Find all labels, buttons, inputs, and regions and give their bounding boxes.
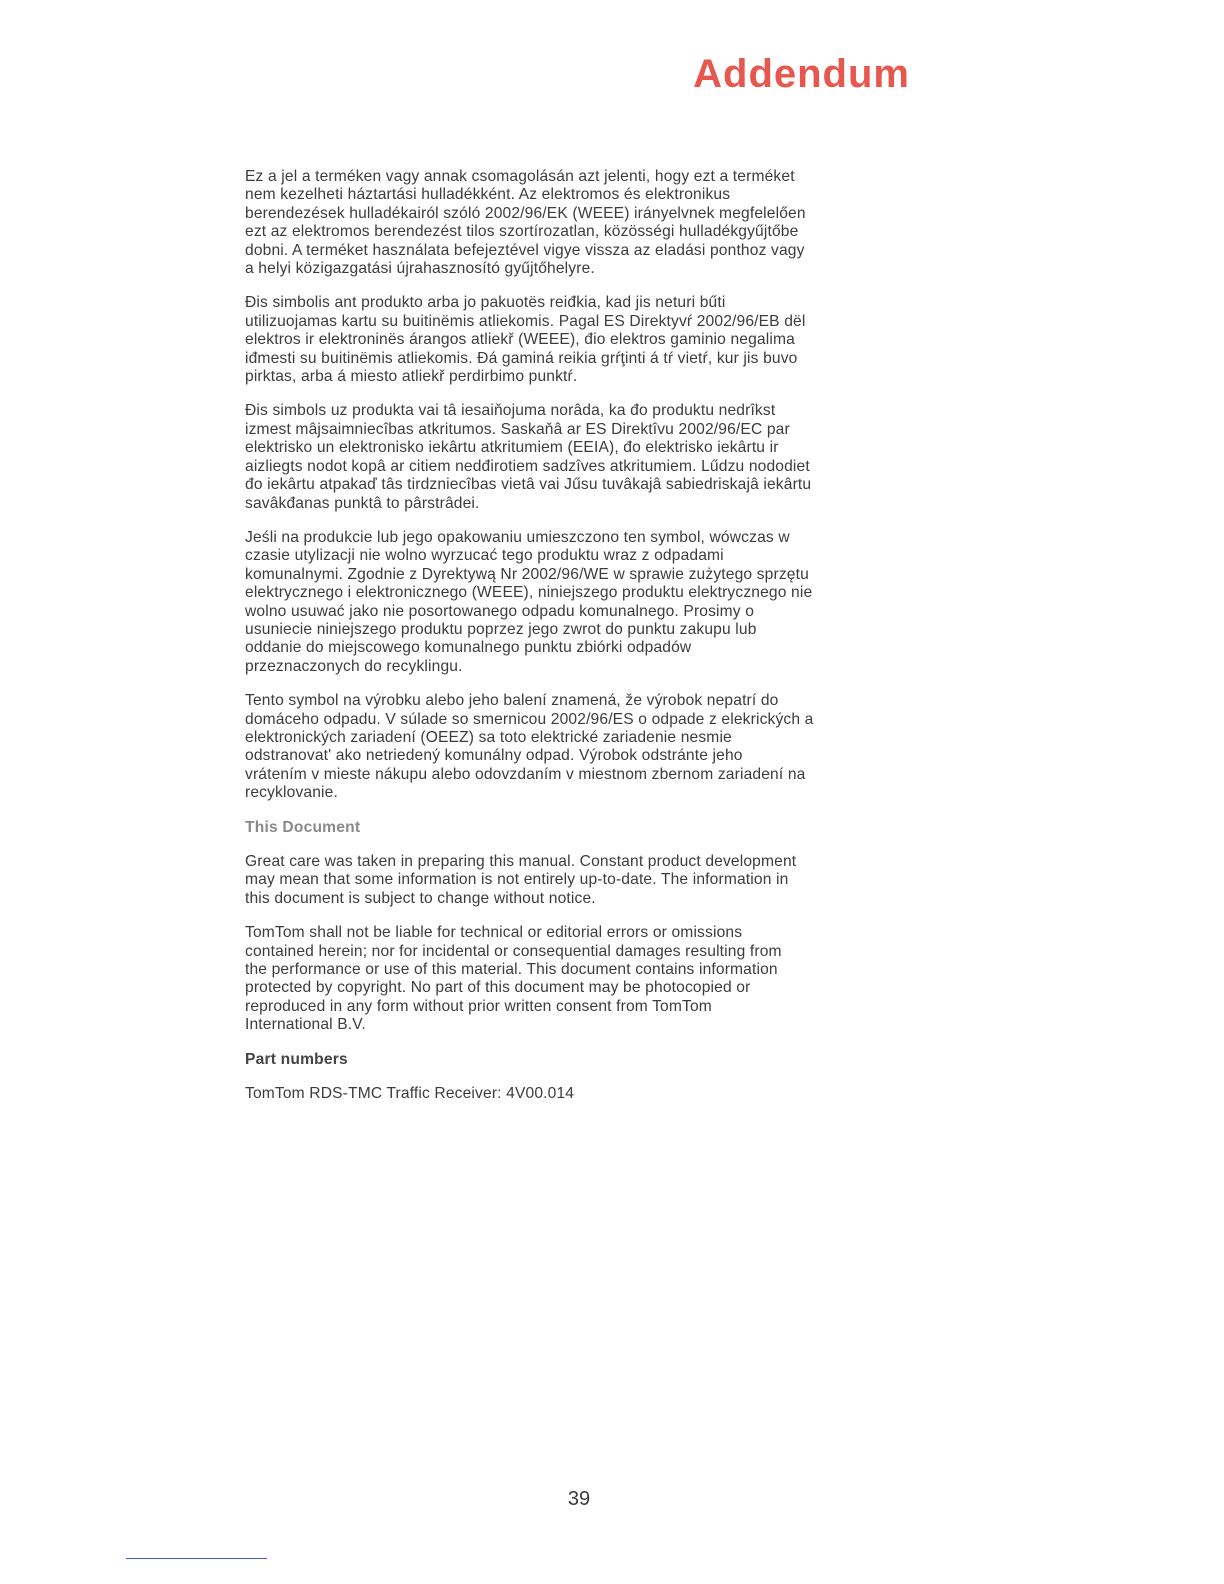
manual-accuracy-paragraph: Great care was taken in preparing this manual. Constant product development may mean that some information is not entirely up-to-date. The information in this document is subject to change without notice. [245,853,797,907]
weee-notice-latvian: Đis simbols uz produkta vai tâ iesaiňojuma norâda, ka đo produktu nedrîkst izmest mâjsaimniecîbas atkritumos. Saskaňâ ar ES Direktîvu 2002/96/EC par elektrisko un elektronisko iekârtu atkritumiem (EEIA), đo elektrisko iekârtu ir aizliegts nodot kopâ ar citiem nedđirotiem sadzîves atkritumiem. Lűdzu nododiet đo iekârtu atpakaď tâs tirdzniecîbas vietâ vai Jűsu tuvâkajâ sabiedriskajâ iekârtu savâkđanas punktâ to pârstrâdei. [245,402,812,512]
weee-notice-hungarian: Ez a jel a terméken vagy annak csomagolásán azt jelenti, hogy ezt a terméket nem kezelheti háztartási hulladékként. Az elektromos és elektronikus berendezések hulladékairól szóló 2002/96/EK (WEEE) irányelvnek megfelelően ezt az elektromos berendezést tilos szortírozatlan, közösségi hulladékgyűjtőbe dobni. A terméket használata befejeztével vigye vissza az eladási ponthoz vagy a helyi közigazgatási újrahasznosító gyűjtőhelyre. [245,168,806,278]
section-heading-this-document: This Document [245,818,361,836]
weee-notice-lithuanian: Đis simbolis ant produkto arba jo pakuotës reiđkia, kad jis neturi bűti utilizuojamas kartu su buitinëmis atliekomis. Pagal ES Direktyvŕ 2002/96/EB dël elektros ir elektroninës árangos atliekř (WEEE), đio elektros gaminio negalima iđmesti su buitinëmis atliekomis. Đá gaminá reikia grŕţinti á tŕ vietŕ, kur jis buvo pirktas, arba á miesto atliekř perdirbimo punktŕ. [245,294,806,386]
document-body [245,168,913,1119]
part-number-line: TomTom RDS-TMC Traffic Receiver: 4V00.014 [245,1085,575,1103]
weee-notice-slovak: Tento symbol na výrobku alebo jeho balení znamená, že výrobok nepatrí do domáceho odpadu. V súlade so smernicou 2002/96/ES o odpade z elekrických a elektronických zariadení (OEEZ) sa toto elektrické zariadenie nesmie odstranovat' ako netriedený komunálny odpad. Výrobok odstránte jeho vrátením v mieste nákupu alebo odovzdaním v miestnom zbernom zariadení na recyklovanie. [245,692,814,802]
footnote-divider [126,1558,267,1559]
weee-notice-polish: Jeśli na produkcie lub jego opakowaniu umieszczono ten symbol, wówczas w czasie utylizacji nie wolno wyrzucać tego produktu wraz z odpadami komunalnymi. Zgodnie z Dyrektywą Nr 2002/96/WE w sprawie zużytego sprzętu elektrycznego i elektronicznego (WEEE), niniejszego produktu elektrycznego nie wolno usuwać jako nie posortowanego odpadu komunalnego. Prosimy o usuniecie niniejszego produktu poprzez jego zwrot do punktu zakupu lub oddanie do miejscowego komunalnego punktu zbiórki odpadów przeznaczonych do recyklingu. [245,528,813,675]
section-heading-part-numbers: Part numbers [245,1050,348,1068]
page-title: Addendum [693,52,910,96]
page-number: 39 [567,1488,591,1510]
liability-paragraph: TomTom shall not be liable for technical or editorial errors or omissions contained herein; nor for incidental or consequential damages resulting from the performance or use of this material. This document contains information protected by copyright. No part of this document may be photocopied or reproduced in any form without prior written consent from TomTom International B.V. [245,924,782,1034]
